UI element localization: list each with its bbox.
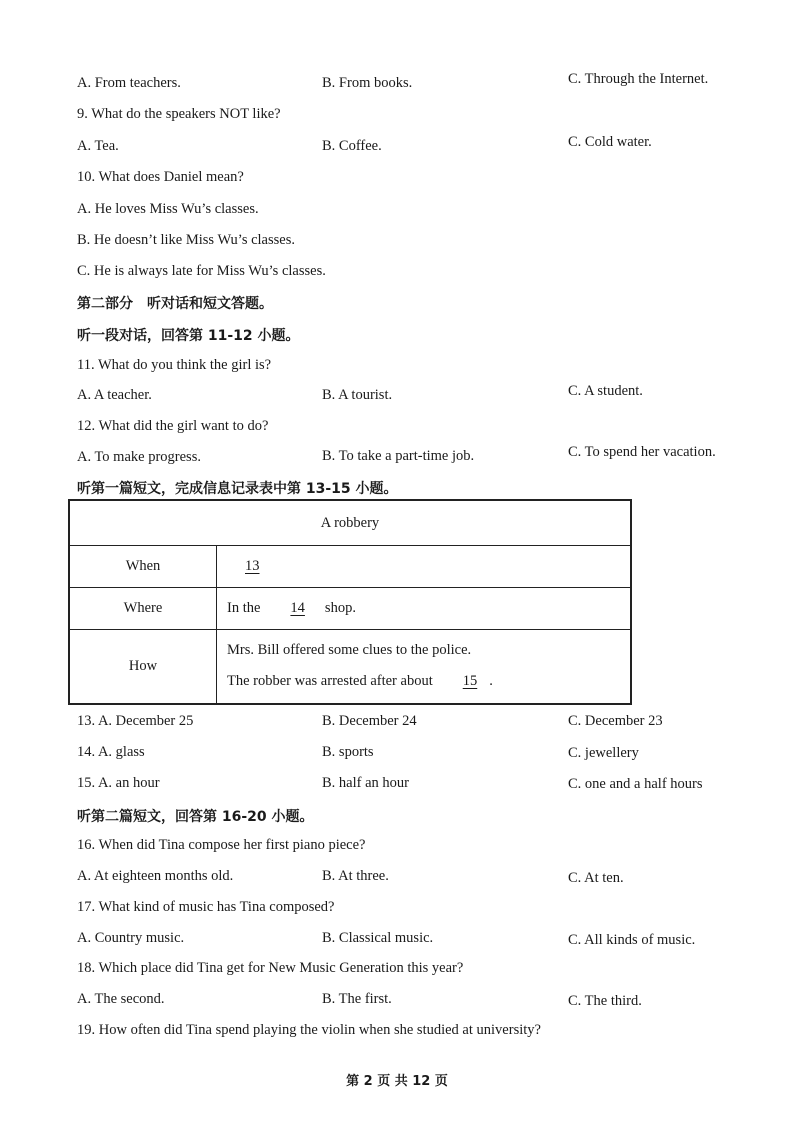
blank-15: 15 [462, 673, 478, 690]
q17-question: 17. What kind of music has Tina composed? [77, 899, 335, 915]
q18-option-b: B. The first. [322, 991, 392, 1007]
q13-option-a: 13. A. December 25 [77, 713, 194, 729]
q12-option-a: A. To make progress. [77, 449, 201, 465]
q14-option-c: C. jewellery [568, 745, 639, 761]
q11-option-b: B. A tourist. [322, 387, 393, 403]
q11-option-a: A. A teacher. [77, 387, 152, 403]
q9-option-b: B. Coffee. [322, 138, 382, 154]
how-line-2 [227, 666, 630, 697]
q9-question: 9. What do the speakers NOT like? [77, 106, 281, 122]
page-footer: 第 2 页 共 12 页 [346, 1074, 448, 1089]
q16-question: 16. When did Tina compose her first piano piece? [77, 837, 366, 853]
q12-option-c: C. To spend her vacation. [568, 444, 716, 460]
where-label: Where [69, 588, 217, 630]
q14-option-b: B. sports [322, 744, 374, 760]
where-prefix: In the [227, 600, 261, 616]
q17-option-b: B. Classical music. [322, 930, 434, 946]
q12-option-b: B. To take a part-time job. [322, 448, 475, 464]
q16-option-b: B. At three. [322, 868, 389, 884]
how-line-2-prefix: The robber was arrested after about [227, 673, 433, 690]
passage2-instruction: 听第二篇短文，回答第 16-20 小题。 [77, 809, 314, 825]
robbery-info-table [68, 499, 632, 705]
q13-option-b: B. December 24 [322, 713, 417, 729]
q15-option-c: C. one and a half hours [568, 776, 703, 792]
q14-option-a: 14. A. glass [77, 744, 145, 760]
q15-option-b: B. half an hour [322, 775, 409, 791]
q12-question: 12. What did the girl want to do? [77, 418, 269, 434]
how-value [217, 630, 632, 704]
where-value [217, 588, 632, 630]
q18-option-a: A. The second. [77, 991, 165, 1007]
q16-option-a: A. At eighteen months old. [77, 868, 234, 884]
blank-14: 14 [290, 600, 305, 616]
q17-option-c: C. All kinds of music. [568, 932, 696, 948]
q8-option-b: B. From books. [322, 75, 413, 91]
q19-question: 19. How often did Tina spend playing the violin when she studied at university? [77, 1022, 541, 1038]
q17-option-a: A. Country music. [77, 930, 185, 946]
q18-question: 18. Which place did Tina get for New Music Generation this year? [77, 960, 464, 976]
q10-option-a: A. He loves Miss Wu’s classes. [77, 201, 259, 217]
when-value [217, 546, 632, 588]
q10-option-b: B. He doesn’t like Miss Wu’s classes. [77, 232, 295, 248]
q9-option-a: A. Tea. [77, 138, 119, 154]
q13-option-c: C. December 23 [568, 713, 663, 729]
q8-option-c: C. Through the Internet. [568, 71, 709, 87]
dialogue-instruction: 听一段对话，回答第 11-12 小题。 [77, 328, 300, 344]
where-suffix: shop. [324, 600, 356, 616]
how-line-2-suffix: . [489, 673, 493, 690]
blank-13: 13 [245, 558, 260, 574]
part2-heading: 第二部分 听对话和短文答题。 [77, 296, 273, 312]
how-line-1: Mrs. Bill offered some clues to the police. [227, 642, 472, 659]
table-title: A robbery [69, 500, 631, 546]
q18-option-c: C. The third. [568, 993, 642, 1009]
q9-option-c: C. Cold water. [568, 134, 652, 150]
when-label: When [69, 546, 217, 588]
passage1-instruction: 听第一篇短文，完成信息记录表中第 13-15 小题。 [77, 481, 398, 497]
how-label: How [69, 630, 217, 704]
q10-option-c: C. He is always late for Miss Wu’s classes. [77, 263, 326, 279]
q11-question: 11. What do you think the girl is? [77, 357, 272, 373]
q8-option-a: A. From teachers. [77, 75, 181, 91]
q11-option-c: C. A student. [568, 383, 643, 399]
q16-option-c: C. At ten. [568, 870, 624, 886]
q10-question: 10. What does Daniel mean? [77, 169, 244, 185]
q15-option-a: 15. A. an hour [77, 775, 160, 791]
